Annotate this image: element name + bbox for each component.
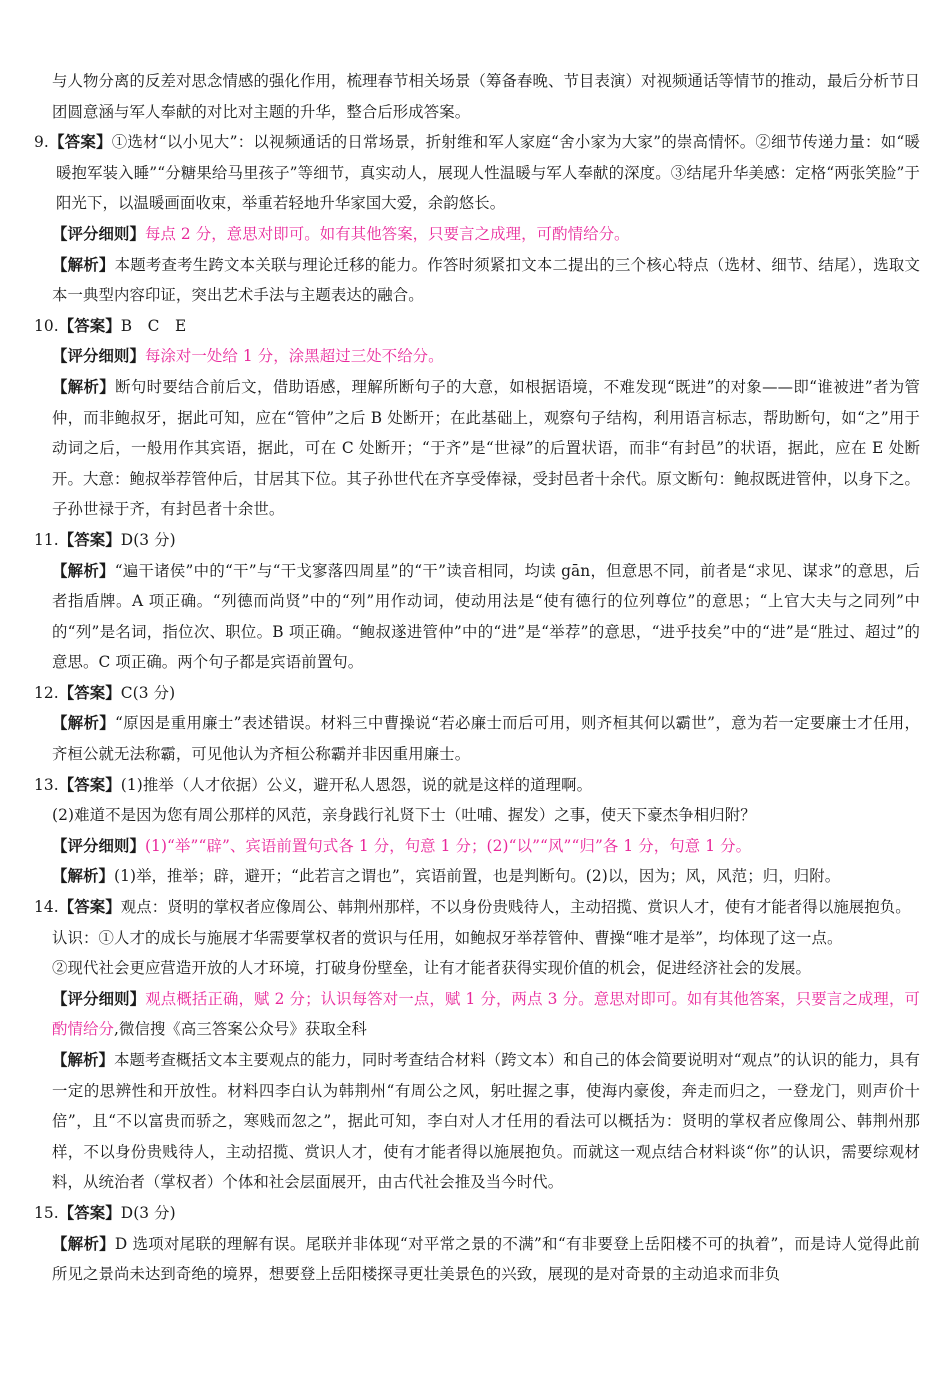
q10-answer <box>34 311 920 342</box>
q9-analysis <box>34 250 920 311</box>
watermark-text: ,微信搜《高三答案公众号》获取全科 <box>113 1020 367 1039</box>
answer-label: 【答案】 <box>58 316 121 335</box>
grading-text: (1)“举”“辟”、宾语前置句式各 1 分，句意 1 分；(2)“以”“风”“归”各 1 分，句意 1 分。 <box>144 836 752 855</box>
answer-label: 【答案】 <box>58 898 121 917</box>
grading-text: 每涂对一处给 1 分，涂黑超过三处不给分。 <box>144 347 444 366</box>
answer-text: D(3 分) <box>120 1203 176 1222</box>
answer-text: ①选材“以小见大”：以视频通话的日常场景，折射维和军人家庭“舍小家为大家”的崇高情怀。②细节传递力量：如“暖暖抱军装入睡”“分糖果给马里孩子”等细节，真实动人，展现人性温暖与军人奉献的深度。③结尾升华美感：定格“两张笑脸”于阳光下，以温暖画面收束，举重若轻地升华家国大爱，余韵悠长。 <box>56 133 920 213</box>
q13-answer-2: (2)难道不是因为您有周公那样的风范，亲身践行礼贤下士（吐哺、握发）之事，使天下豪杰争相归附？ <box>52 806 756 825</box>
q14-analysis <box>34 1045 920 1198</box>
q14-view-2: ②现代社会更应营造开放的人才环境，打破身份壁垒，让有才能者获得实现价值的机会，促进经济社会的发展。 <box>52 959 812 978</box>
answer-text: B C E <box>120 316 187 335</box>
q15-analysis <box>34 1229 920 1290</box>
analysis-text: (1)举，推举；辟，避开；“此若言之谓也”，宾语前置，也是判断句。(2)以，因为；风，风范；归，归附。 <box>113 867 841 886</box>
answer-text: 观点：贤明的掌权者应像周公、韩荆州那样，不以身份贵贱待人，主动招揽、赏识人才，使有才能者得以施展抱负。 <box>120 898 911 917</box>
answer-text: (1)推举（人才依据）公义，避开私人恩怨，说的就是这样的道理啊。 <box>120 775 593 794</box>
q10-grading <box>34 341 920 372</box>
q9-grading <box>34 219 920 250</box>
answer-text: C(3 分) <box>120 683 176 702</box>
analysis-label: 【解析】 <box>52 1234 115 1253</box>
analysis-text: 本题考查概括文本主要观点的能力，同时考查结合材料（跨文本）和自己的体会简要说明对“观点”的认识的能力，具有一定的思辨性和开放性。材料四李白认为韩荆州“有周公之风，躬吐握之事，使海内豪俊，奔走而归之，一登龙门，则声价十倍”，且“不以富贵而骄之，寒贱而忽之”，据此可知，李白对人才任用的看法可以概括为：贤明的掌权者应像周公、韩荆州那样，不以身份贵贱待人，主动招揽、赏识人才，使有才能者得以施展抱负。而就这一观点结合材料谈“你”的认识，需要综观材料，从统治者（掌权者）个体和社会层面展开，由古代社会推及当今时代。 <box>52 1051 920 1192</box>
question-number: 11. <box>34 530 59 549</box>
question-number: 9. <box>34 133 49 152</box>
question-number: 13. <box>34 775 59 794</box>
question-number: 12. <box>34 683 59 702</box>
grading-label: 【评分细则】 <box>52 224 145 243</box>
analysis-label: 【解析】 <box>52 1051 114 1069</box>
q11-answer <box>34 525 920 556</box>
answer-label: 【答案】 <box>58 530 121 549</box>
q9-answer <box>34 127 920 219</box>
q15-answer <box>34 1198 920 1229</box>
q11-analysis <box>34 556 920 678</box>
analysis-label: 【解析】 <box>52 867 114 886</box>
analysis-label: 【解析】 <box>52 377 116 396</box>
answer-label: 【答案】 <box>58 775 121 794</box>
q13-analysis <box>34 861 920 892</box>
analysis-label: 【解析】 <box>52 255 115 274</box>
analysis-text: 本题考查考生跨文本关联与理论迁移的能力。作答时须紧扣文本二提出的三个核心特点（选材、细节、结尾），选取文本一典型内容印证，突出艺术手法与主题表达的融合。 <box>52 255 920 305</box>
answer-label: 【答案】 <box>58 683 121 702</box>
analysis-label: 【解析】 <box>52 714 116 733</box>
grading-label: 【评分细则】 <box>52 347 145 366</box>
question-number: 10. <box>34 316 59 335</box>
analysis-text: 断句时要结合前后文，借助语感，理解所断句子的大意，如根据语境，不难发现“既进”的对象——即“谁被进”者为管仲，而非鲍叔牙，据此可知，应在“管仲”之后 B 处断开；在此基础上，观察句子结构，利用语言标志，帮助断句，如“之”用于动词之后，一般用作其宾语，据此，可在 C 处断开；“于齐”是“世禄”的后置状语，而非“有封邑”的状语，据此，应在 E 处断开。大意：鲍叔举荐管仲后，甘居其下位。其子孙世代在齐享受俸禄，受封邑者十余代。原文断句：鲍叔既进管仲，以身下之。子孙世禄于齐，有封邑者十余世。 <box>52 377 920 519</box>
answer-document <box>34 66 920 1290</box>
question-number: 14. <box>34 898 59 917</box>
answer-label: 【答案】 <box>58 1203 121 1222</box>
grading-label: 【评分细则】 <box>52 836 145 855</box>
analysis-label: 【解析】 <box>52 561 115 580</box>
intro-paragraph: 与人物分离的反差对思念情感的强化作用，梳理春节相关场景（筹备春晚、节目表演）对视频通话等情节的推动，最后分析节日团圆意涵与军人奉献的对比对主题的升华，整合后形成答案。 <box>52 72 920 121</box>
analysis-text: “原因是重用廉士”表述错误。材料三中曹操说“若必廉士而后可用，则齐桓其何以霸世”，意为若一定要廉士才任用，齐桓公就无法称霸，可见他认为齐桓公称霸并非因重用廉士。 <box>52 714 920 764</box>
grading-label: 【评分细则】 <box>52 989 146 1008</box>
q13-answer <box>34 770 920 801</box>
analysis-text: D 选项对尾联的理解有误。尾联并非体现“对平常之景的不满”和“有非要登上岳阳楼不可的执着”，而是诗人觉得此前所见之景尚未达到奇绝的境界，想要登上岳阳楼探寻更壮美景色的兴致，展现的是对奇景的主动追求而非负 <box>52 1234 920 1284</box>
q10-analysis <box>34 372 920 525</box>
grading-text: 观点概括正确，赋 2 分；认识每答对一点，赋 1 分，两点 3 分。意思对即可。如有其他答案，只要言之成理，可酌情给分 <box>52 989 920 1039</box>
q14-grading <box>34 984 920 1045</box>
answer-label: 【答案】 <box>48 133 112 152</box>
q14-answer <box>34 892 920 923</box>
q12-analysis <box>34 708 920 769</box>
q13-grading <box>34 831 920 862</box>
answer-text: D(3 分) <box>120 530 176 549</box>
grading-text: 每点 2 分，意思对即可。如有其他答案，只要言之成理，可酌情给分。 <box>144 224 630 243</box>
question-number: 15. <box>34 1203 59 1222</box>
q14-view-1: 认识：①人才的成长与施展才华需要掌权者的赏识与任用，如鲍叔牙举荐管仲、曹操“唯才是举”，均体现了这一点。 <box>52 928 843 947</box>
q12-answer <box>34 678 920 709</box>
analysis-text: “遍干诸侯”中的“干”与“干戈寥落四周星”的“干”读音相同，均读 gān，但意思不同，前者是“求见、谋求”的意思，后者指盾牌。A 项正确。“列德而尚贤”中的“列”用作动词，使动用法是“使有德行的位列尊位”的意思；“上官大夫与之同列”中的“列”是名词，指位次、职位。B 项正确。“鲍叔遂进管仲”中的“进”是“举荐”的意思，“进乎技矣”中的“进”是“胜过、超过”的意思。C 项正确。两个句子都是宾语前置句。 <box>52 561 920 672</box>
